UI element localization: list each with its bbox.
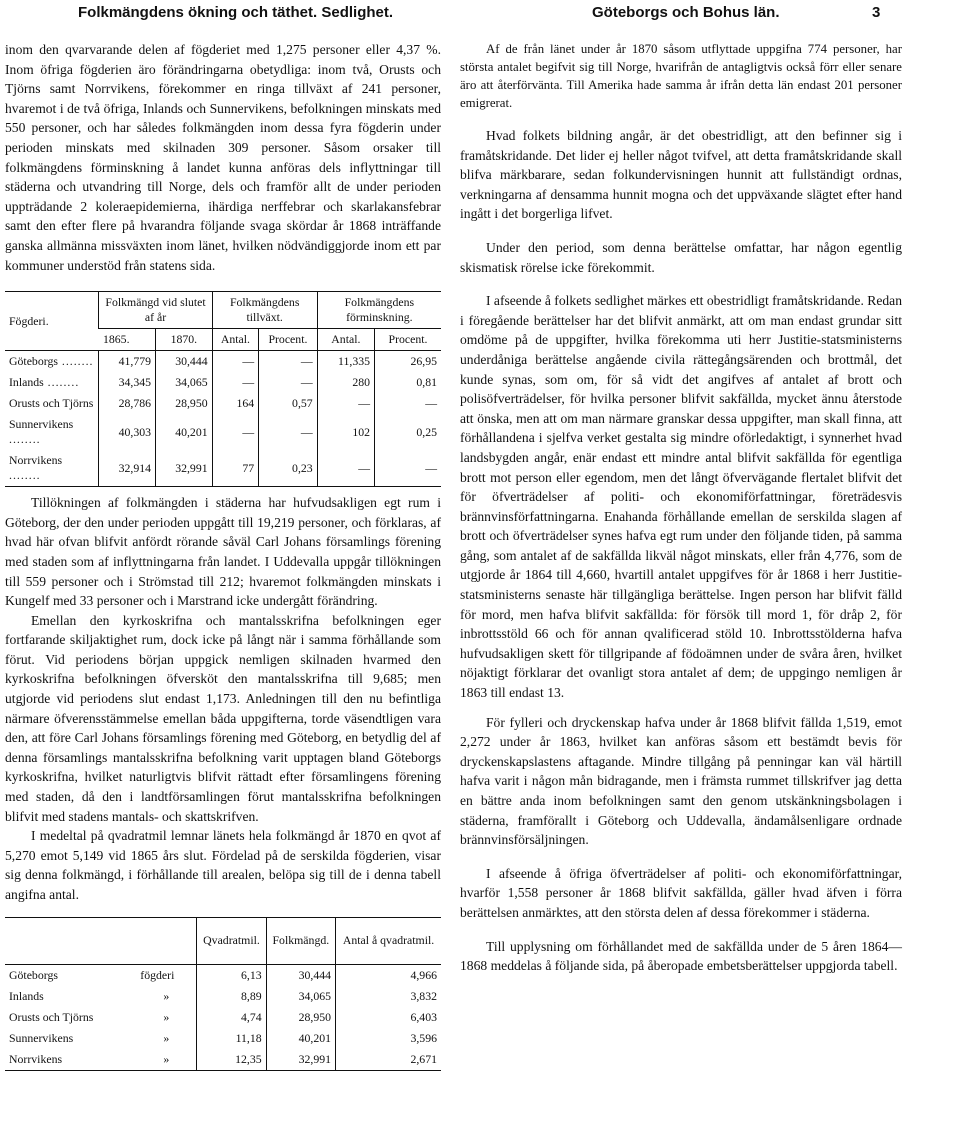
th-blank xyxy=(5,917,197,964)
row-suffix: fögderi xyxy=(140,967,175,982)
row-name: Norrvikens xyxy=(9,1051,63,1066)
cell-qvadratmil: 4,74 xyxy=(197,1007,266,1028)
table-row xyxy=(5,1028,441,1049)
row-name: Inlands xyxy=(9,988,44,1003)
th-antal-tillvaxt: Antal. xyxy=(212,329,259,351)
header-right-title: Göteborgs och Bohus län. xyxy=(592,4,780,21)
cell-tillvaxt-procent: — xyxy=(259,372,318,393)
row-suffix: » xyxy=(163,988,170,1003)
cell-tillvaxt-antal: 77 xyxy=(212,450,259,487)
cell-qvadratmil: 6,13 xyxy=(197,964,266,986)
cell-folkmangd: 34,065 xyxy=(266,986,335,1007)
table-row xyxy=(5,986,441,1007)
left-paragraph-2: Tillökningen af folkmängden i städerna har hufvudsakligen egt rum i Göteborg, der den under perioden uppgått till 19,219 personer, och förklaras, af hvad här ofvan blifvit anfördt rörande såväl Carl Johans församlings förening med staden som af inflyttningarna från landet. I Uddevalla uppgår tillökningen till 559 personer och i Strömstad till 212; hvaremot folkmängden minskats i Kungelf med 33 personer och i Marstrand icke undergått förändring. xyxy=(5,495,441,609)
cell-tillvaxt-antal: 164 xyxy=(212,393,259,414)
cell-forminskning-antal: 11,335 xyxy=(317,351,374,373)
row-name: Göteborgs ..... xyxy=(5,351,99,373)
cell-1865: 41,779 xyxy=(99,351,156,373)
right-paragraph-6: I afseende å öfriga öfverträdelser af politi- och ekonomiförfattningar, hvarför 1,558 personer år 1868 blifvit sakfällda, gäller hvad äfven i förra berättelsen anmärktes, att den största delen af dessa förekommer i städerna. xyxy=(460,865,902,920)
cell-folkmangd: 32,991 xyxy=(266,1049,335,1071)
cell-tillvaxt-procent: 0,23 xyxy=(259,450,318,487)
cell-forminskning-antal: 280 xyxy=(317,372,374,393)
cell-forminskning-procent: 26,95 xyxy=(375,351,441,373)
cell-forminskning-antal: — xyxy=(317,393,374,414)
cell-1870: 40,201 xyxy=(156,414,213,450)
th-forminskning: Folkmängdens förminskning. xyxy=(317,292,441,329)
cell-tillvaxt-antal: — xyxy=(212,351,259,373)
right-paragraph-7: Till upplysning om förhållandet med de sakfällda under de 5 åren 1864—1868 meddelas å följande sida, på åberopade embetsberättelser uppgjorda tabell. xyxy=(460,938,902,974)
th-1865: 1865. xyxy=(99,329,156,351)
cell-forminskning-procent: 0,25 xyxy=(375,414,441,450)
cell-1865: 32,914 xyxy=(99,450,156,487)
cell-1870: 28,950 xyxy=(156,393,213,414)
table-row xyxy=(5,351,441,373)
table-row xyxy=(5,372,441,393)
population-change-table xyxy=(5,291,441,487)
th-procent-forminskning: Procent. xyxy=(375,329,441,351)
right-paragraph-4: I afseende å folkets sedlighet märkes ett obestridligt framåtskridande. Redan i föregående berättelser har det blifvit anmärkt, att om man endast grundar sitt omdöme på de uppgifter, hvilka förekomma uti herr Justitie-statsministerns underdåniga berättelse angående civila rättegångsärenden och brottmål, det kunde synas, som om, för så vidt det angifves af antalet af brott och polisöfverträdelser, för hvilka personer blifvit sakfällda, mycket ännu återstode att önska, men att om man närmare granskar dessa uppgifter, man skall finna, att förhållandena i sjelfva verket gestalta sig mindre oförledaktigt, i synnerhet hvad landsbygden angår, enär endast ett mindre antal blifvit sakfällda för egentliga brott mot person eller egendom, men det långt öfvervägande flertalet blifvit det för öfverträdelser af politi- och ekonomiförfattningar, företrädesvis brännvinsförfattningarna. Enahanda förhållande emellan de serskilda slagen af brott och öfverträdelser synes hafva egt rum under den följande tiden, på samma gång, som antalet af de sakfällda likväl något minskats, eller från 4,776, som de utgjorde år 1864 till 4,660, hvartill antalet uppgifves för år 1868 i herr Justitie-statsministerns senaste här tillgängliga berättelse. Ingen person har blifvit fälld för mord, men hafva blifvit sakfällda: för försök till mord 1, för dråp 2, för inbrottsstöld 66 och för annan qvalificerad stöld 10. Inbrottsstölderna hafva hufvudsakligen skett för tillgripande af födoämnen under de svåra åren, hvilket nöjaktigt förklarar det ovanligt stora antalet af dem; de uppgingo nemligen år 1863 till endast 13. xyxy=(460,293,902,701)
cell-1870: 30,444 xyxy=(156,351,213,373)
left-column xyxy=(5,40,441,1071)
left-paragraph-3: Emellan den kyrkoskrifna och mantalsskrifna befolkningen eger fortfarande skiljaktighet rum, dock icke på långt när i samma förhållande som förut. Vid periodens början uppgick nemligen skilnaden hvarmed den kyrkoskrifna befolkningen öfversköt den mantalsskrifna till 9,685; men utgjorde vid periodens slut endast 1,173. Anledningen till den nu befintliga närmare öfverensstämmelse emellan båda uppgifterna, torde väsendtligen vara den, att före Carl Johans församlings förening med Göteborg, en betydlig del af denna församlings mantalsskrifna befolkning varit upptagen bland Göteborgs kyrkoskrifna, hvilket naturligtvis blifvit rättadt efter församlingens förening med staden, då den i landtförsamlingen förut mantalsskrifna befolkningen blifvit med stadens mantals- och skattskrifven. xyxy=(5,612,441,824)
row-suffix: » xyxy=(163,1030,170,1045)
row-suffix: » xyxy=(163,1009,170,1024)
cell-1865: 28,786 xyxy=(99,393,156,414)
cell-antal: 3,832 xyxy=(336,986,441,1007)
cell-1865: 34,345 xyxy=(99,372,156,393)
cell-tillvaxt-antal: — xyxy=(212,414,259,450)
cell-antal: 3,596 xyxy=(336,1028,441,1049)
table-row xyxy=(5,1007,441,1028)
cell-antal: 4,966 xyxy=(336,964,441,986)
cell-antal: 6,403 xyxy=(336,1007,441,1028)
cell-forminskning-procent: — xyxy=(375,450,441,487)
row-name: Inlands ..... xyxy=(5,372,99,393)
th-procent-tillvaxt: Procent. xyxy=(259,329,318,351)
cell-folkmangd: 30,444 xyxy=(266,964,335,986)
table-row xyxy=(5,393,441,414)
left-paragraph-4: I medeltal på qvadratmil lemnar länets hela folkmängd år 1870 en qvot af 5,270 emot 5,149 vid 1865 års slut. Fördelad på de serskilda fögderien, visar sig denna folkmängd, i förhållande till arealen, belöpa sig till de i denna tabell angifna antal. xyxy=(5,828,441,902)
cell-1870: 32,991 xyxy=(156,450,213,487)
cell-qvadratmil: 11,18 xyxy=(197,1028,266,1049)
right-paragraph-3: Under den period, som denna berättelse omfattar, har någon egentlig skismatisk rörelse icke förekommit. xyxy=(460,239,902,275)
page-number: 3 xyxy=(872,4,881,21)
cell-qvadratmil: 8,89 xyxy=(197,986,266,1007)
table-row xyxy=(5,450,441,487)
row-name: Sunnervikens xyxy=(9,1030,74,1045)
cell-forminskning-antal: — xyxy=(317,450,374,487)
row-name: Norrvikens ..... xyxy=(5,450,99,487)
row-suffix: » xyxy=(163,1051,170,1066)
cell-tillvaxt-procent: — xyxy=(259,414,318,450)
cell-antal: 2,671 xyxy=(336,1049,441,1071)
th-qvadratmil: Qvadratmil. xyxy=(197,917,266,964)
cell-tillvaxt-procent: — xyxy=(259,351,318,373)
table-row xyxy=(5,414,441,450)
row-name: Sunnervikens ..... xyxy=(5,414,99,450)
right-paragraph-5: För fylleri och dryckenskap hafva under år 1868 blifvit fällda 1,519, emot 2,272 under år 1863, hvilket kan anföras såsom ett bestämdt bevis för dryckenskapslastens aftagande. Mindre tillgång på penningar kan väl härtill hafva varit i någon mån bidragande, men i främsta rummet tillskrifver jag detta en bättre anda inom befolkningen samt den genom utskänkningsbolagen i städerna, framförallt i Göteborg och Uddevalla, ändamålsenligare ordnade brännvinsförsäljningen. xyxy=(460,714,902,848)
header-left-title: Folkmängdens ökning och täthet. Sedlighet. xyxy=(78,4,394,21)
table-row xyxy=(5,964,441,986)
left-paragraph-1: inom den qvarvarande delen af fögderiet med 1,275 personer eller 4,37 %. Inom öfriga fögderien äro förändringarna obetydliga: inom två, Orusts och Tjörns samt Norrvikens, förekommer en ringa tillväxt af 241 personer, hvaremot i de två öfriga, Inlands och Sunnervikens, befolkningen minskats med 550 personer, och har således folkmängden inom dessa fyra fögderin under perioden minskats med skilnaden 309 personer. Såsom orsaker till folkmängdens förminskning å landet kunna anföras dels inflyttningar till städerna och utvandring till Norge, dels och framför allt de under perioden uppträdande 2 koleraepidemierna, ihärdiga nerffebrar och skarlakansfebrar samt den efter flere på hvarandra följande svaga skördar år 1868 inträffande ganska allmänna missväxten inom länet, hvilken nödvändiggjorde inom ett par kommuner understöd från statens sida. xyxy=(5,42,441,273)
cell-folkmangd: 40,201 xyxy=(266,1028,335,1049)
cell-forminskning-procent: 0,81 xyxy=(375,372,441,393)
cell-folkmangd: 28,950 xyxy=(266,1007,335,1028)
cell-tillvaxt-antal: — xyxy=(212,372,259,393)
cell-1865: 40,303 xyxy=(99,414,156,450)
row-name: Orusts och Tjörns xyxy=(9,396,94,411)
cell-1870: 34,065 xyxy=(156,372,213,393)
cell-tillvaxt-procent: 0,57 xyxy=(259,393,318,414)
right-paragraph-2: Hvad folkets bildning angår, är det obestridligt, att den befinner sig i framåtskridande. Det lider ej heller något tvifvel, att detta framåtskridande skall blifva märkbarare, sedan folkundervisningen hunnit att fullständigt ordnas, verkningarna af densamma hunnit mogna och det uppväxande slägtet efter hand ingått i det borgerliga lifvet. xyxy=(460,128,902,222)
table-row xyxy=(5,1049,441,1071)
th-antal-forminskning: Antal. xyxy=(317,329,374,351)
th-1870: 1870. xyxy=(156,329,213,351)
running-header xyxy=(0,4,960,26)
cell-qvadratmil: 12,35 xyxy=(197,1049,266,1071)
th-fogderi: Fögderi. xyxy=(5,292,99,351)
th-antal-qvadratmil: Antal å qvadratmil. xyxy=(336,917,441,964)
row-name: Göteborgs xyxy=(9,967,58,982)
row-name: Orusts och Tjörns xyxy=(9,1009,94,1024)
th-folkmangd: Folkmängd. xyxy=(266,917,335,964)
right-paragraph-1: Af de från länet under år 1870 såsom utflyttade uppgifna 774 personer, har största antalet begifvit sig till Norge, hvarifrån de antagligtvis också förr eller senare äro att återförvänta. Till Amerika hade samma år ifrån detta län endast 201 personer emigrerat. xyxy=(460,42,902,110)
th-tillvaxt: Folkmängdens tillväxt. xyxy=(212,292,317,329)
density-table xyxy=(5,917,441,1071)
cell-forminskning-antal: 102 xyxy=(317,414,374,450)
right-column xyxy=(460,40,902,976)
cell-forminskning-procent: — xyxy=(375,393,441,414)
th-folkmangd: Folkmängd vid slutet af år xyxy=(99,292,212,329)
